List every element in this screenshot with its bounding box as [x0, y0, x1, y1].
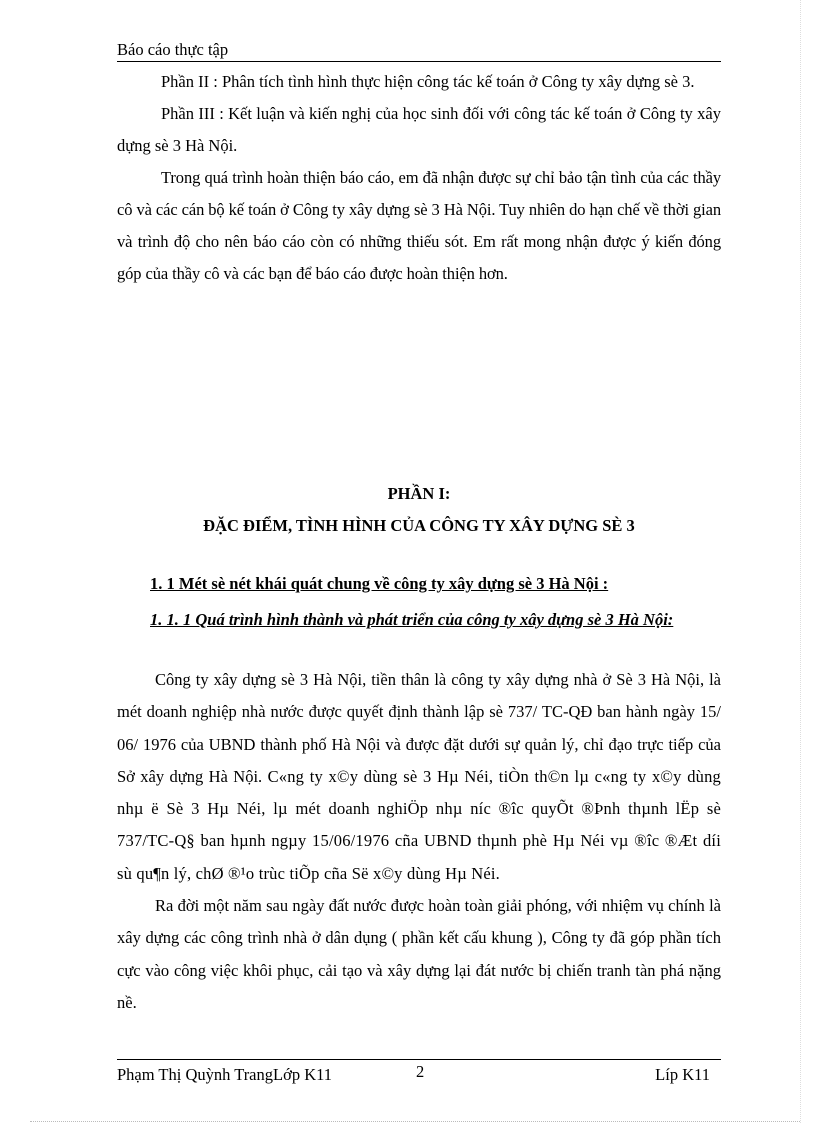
- section-heading-1-1-1: 1. 1. 1 Quá trình hình thành và phát triển của công ty xây dựng sè 3 Hà Nội:: [150, 610, 674, 629]
- intro-paragraph-part-2: Phần II : Phân tích tình hình thực hiện công tác kế toán ở Công ty xây dựng sè 3.: [161, 72, 695, 91]
- header-title: Báo cáo thực tập: [117, 40, 229, 59]
- intro-section: [117, 66, 721, 290]
- body-paragraph-founding: Ra đời một năm sau ngày đất nước được hoàn toàn giải phóng, với nhiệm vụ chính là xây dựng các công trình nhà ở dân dụng ( phần kết cấu khung ), Công ty đã góp phần tích cực vào công việc khôi phục, cải tạo và xây dựng lại đát nước bị chiến tranh tàn phá nặng nề.: [117, 896, 721, 1012]
- page-boundary-right: [800, 0, 801, 1123]
- footer-class-label: Líp K11: [655, 1065, 710, 1084]
- body-paragraph-history-garbled: C«ng ty x©y dùng sè 3 Hµ Néi, tiÒn th©n lµ c«ng ty x©y dùng nhµ ë Sè 3 Hµ Néi, lµ mét doanh nghiÖp nhµ níc ®îc quyÕt ®Þnh thµnh lËp sè 737/TC-Q§ ban hµnh ngµy 15/06/1976 cña UBND thµnh phè Hµ Néi vµ ®îc ®Æt díi sù qu¶n lý, chØ ®¹o trùc tiÕp cña Së x©y dùng Hµ Néi.: [117, 766, 721, 883]
- footer-page-number: 2: [416, 1062, 425, 1081]
- body-paragraph-history: [117, 664, 721, 890]
- section-heading-1-1: 1. 1 Mét sè nét khái quát chung về công ty xây dựng sè 3 Hà Nội :: [150, 574, 609, 593]
- intro-paragraph-part-3: Phần III : Kết luận và kiến nghị của học sinh đối với công tác kế toán ở Công ty xây dựng sè 3 Hà Nội.: [117, 104, 721, 155]
- body-paragraph-history-text: Công ty xây dựng sè 3 Hà Nội, tiền thân là công ty xây dựng nhà ở Sè 3 Hà Nội, là mét doanh nghiệp nhà nước được quyết định thành lập sè 737/ TC-QĐ ban hành ngày 15/ 06/ 1976 của UBND thành phố Hà Nội và được đặt dưới sự quản lý, chỉ đạo trực tiếp của Sở xây dựng Hà Nội.: [117, 670, 721, 786]
- part-label: PHẦN I:: [387, 484, 451, 503]
- part-title: ĐẶC ĐIỂM, TÌNH HÌNH CỦA CÔNG TY XÂY DỰNG SÈ 3: [203, 516, 635, 535]
- footer-divider: [117, 1059, 721, 1060]
- main-body: [117, 664, 721, 1019]
- footer-author: Phạm Thị Quỳnh TrangLớp K11: [117, 1065, 332, 1084]
- page-boundary-bottom: [30, 1121, 800, 1122]
- intro-paragraph-acknowledgement: Trong quá trình hoàn thiện báo cáo, em đã nhận được sự chỉ bảo tận tình của các thầy cô và các cán bộ kế toán ở Công ty xây dựng sè 3 Hà Nội. Tuy nhiên do hạn chế về thời gian và trình độ cho nên báo cáo còn có những thiếu sót. Em rất mong nhận được ý kiến đóng góp của thầy cô và các bạn để báo cáo được hoàn thiện hơn.: [117, 168, 721, 283]
- page-header: [117, 39, 721, 62]
